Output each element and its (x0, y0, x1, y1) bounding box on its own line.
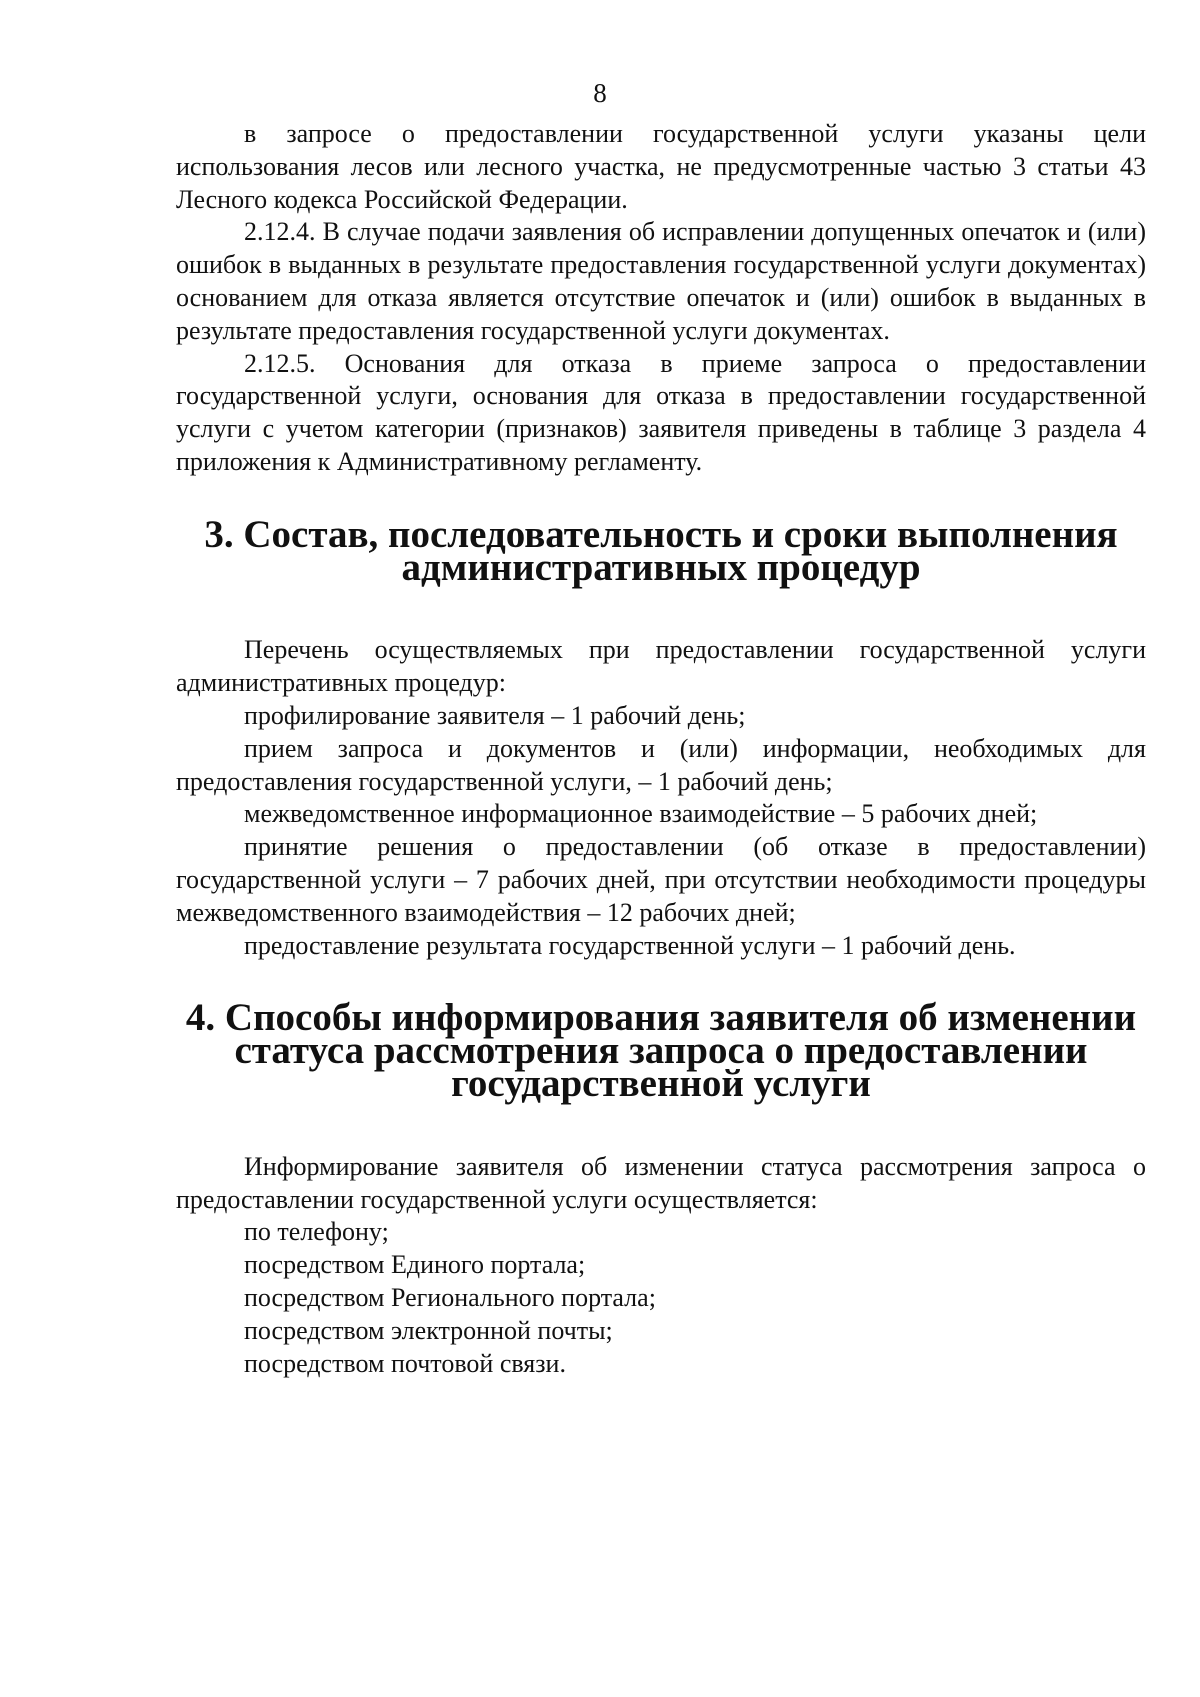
section-4-heading-line: статуса рассмотрения запроса о предоставлении (234, 1029, 1088, 1073)
procedure-item: предоставление результата государственной услуги – 1 рабочий день. (244, 930, 1016, 960)
paragraph-2-12-5: 2.12.5. Основания для отказа в приеме запроса о предоставлении государственной услуги, основания для отказа в предоставлении государственной услуги с учетом категории (признаков) заявителя приведены в таблице 3 раздела 4 приложения к Административному регламенту. (176, 348, 1146, 476)
notification-method-item: по телефону; (244, 1217, 389, 1247)
page-number: 8 (593, 78, 607, 108)
notification-method-item: посредством электронной почты; (244, 1315, 613, 1345)
procedure-item: профилирование заявителя – 1 рабочий день; (244, 700, 746, 730)
notification-method-item: посредством Единого портала; (244, 1250, 586, 1280)
section-4-heading-line: 4. Способы информирования заявителя об изменении (185, 996, 1137, 1040)
procedure-item: принятие решения о предоставлении (об отказе в предоставлении) государственной услуги – 7 рабочих дней, при отсутствии необходимости процедуры межведомственного взаимодействия – 12 рабочих дней; (176, 832, 1146, 927)
section-3-heading-line: 3. Состав, последовательность и сроки выполнения (204, 512, 1118, 556)
section-4-heading-line: государственной услуги (451, 1061, 871, 1105)
notification-method-item: посредством почтовой связи. (244, 1348, 566, 1378)
section-3-intro: Перечень осуществляемых при предоставлении государственной услуги административных процедур: (176, 635, 1146, 698)
procedure-item: межведомственное информационное взаимодействие – 5 рабочих дней; (244, 799, 1038, 829)
procedure-item: прием запроса и документов и (или) информации, необходимых для предоставления государственной услуги, – 1 рабочий день; (176, 733, 1146, 796)
notification-method-item: посредством Регионального портала; (244, 1282, 656, 1312)
section-3-heading-line: административных процедур (401, 545, 921, 589)
paragraph-2-12-4: 2.12.4. В случае подачи заявления об исправлении допущенных опечаток и (или) ошибок в выданных в результате предоставления государственной услуги документах) основанием для отказа является отсутствие опечаток и (или) ошибок в выданных в результате предоставления государственной услуги документах. (176, 217, 1146, 345)
section-3-heading (176, 512, 1146, 589)
document-body (176, 118, 1146, 1380)
paragraph-refusal-purposes: в запросе о предоставлении государственной услуги указаны цели использования лесов или лесного участка, не предусмотренные частью 3 статьи 43 Лесного кодекса Российской Федерации. (176, 119, 1146, 214)
section-4-heading (176, 996, 1146, 1105)
section-4-intro: Информирование заявителя об изменении статуса рассмотрения запроса о предоставлении государственной услуги осуществляется: (176, 1151, 1146, 1214)
